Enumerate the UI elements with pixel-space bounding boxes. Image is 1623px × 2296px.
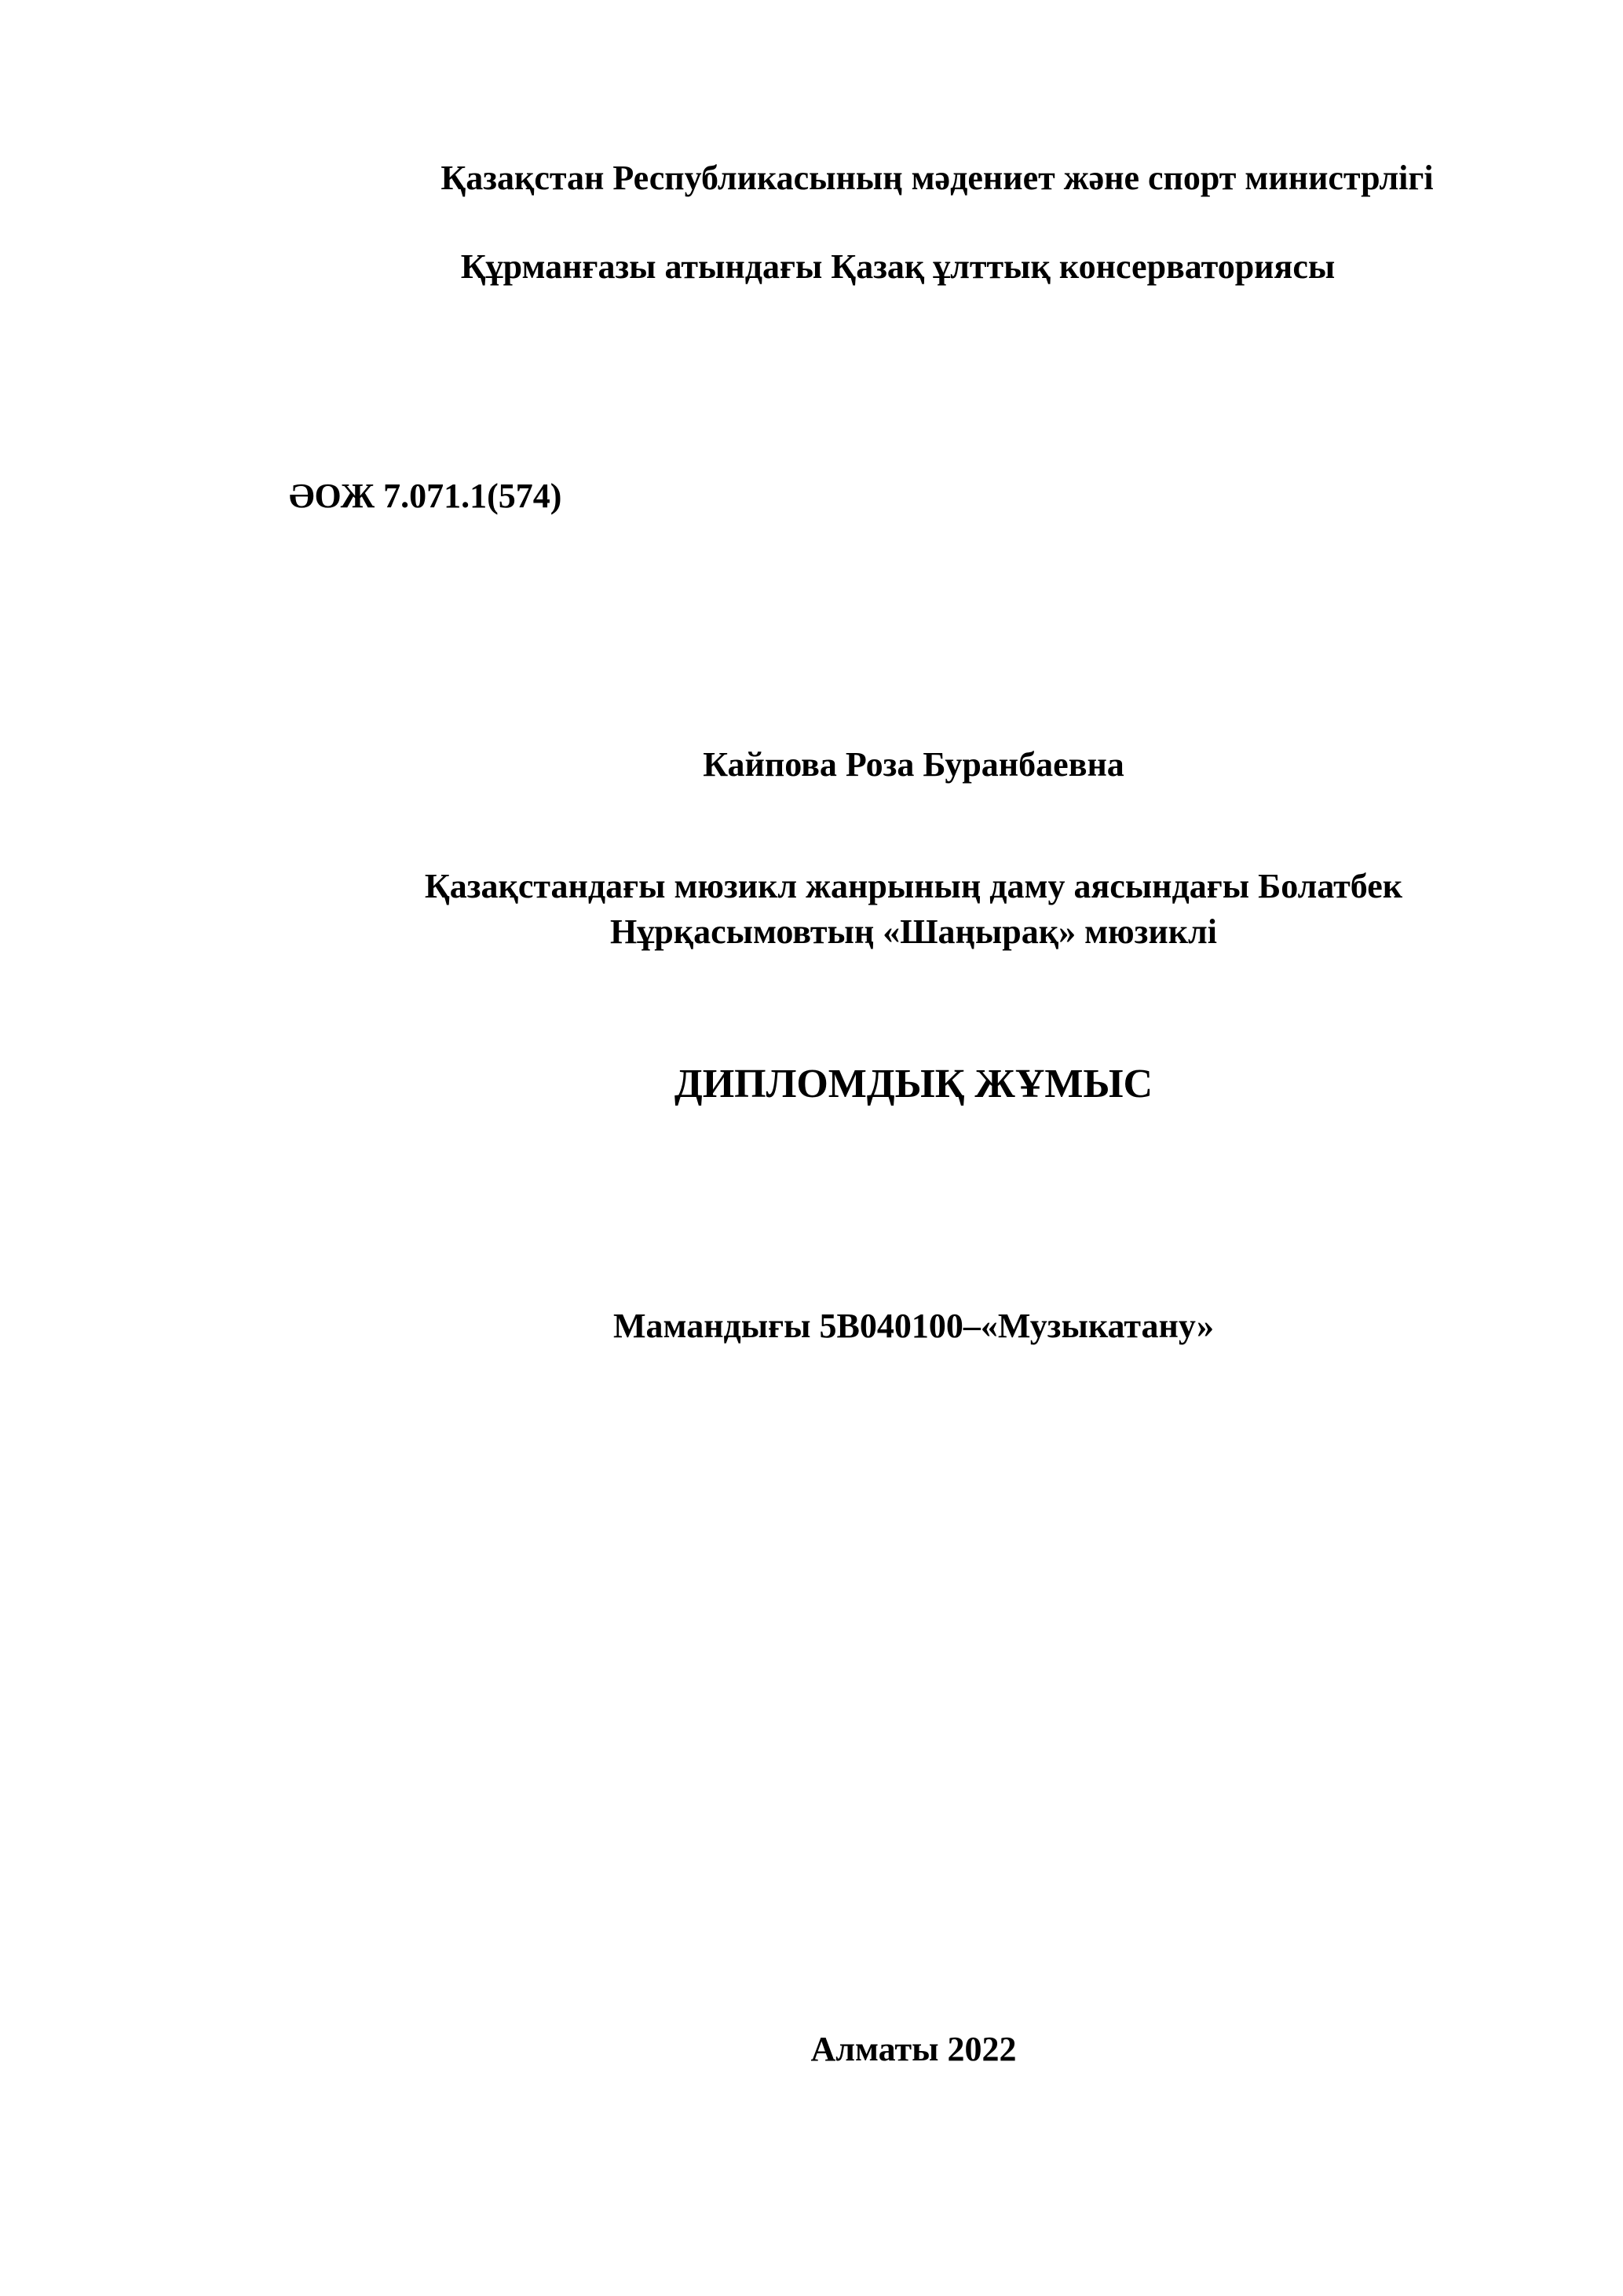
thesis-title [102,864,1623,955]
conservatory-heading: Құрманғазы атындағы Қазақ ұлттық консерваториясы [460,247,1336,286]
city-year: Алматы 2022 [810,2030,1017,2068]
thesis-title-line-1: Қазақстандағы мюзикл жанрының даму аясындағы Болатбек [424,867,1403,905]
author-name: Кайпова Роза Буранбаевна [703,745,1124,784]
work-type-heading: ДИПЛОМДЫҚ ЖҰМЫС [674,1062,1153,1106]
udc-code: ӘОЖ 7.071.1(574) [289,477,562,515]
ministry-heading: Қазақстан Республикасының мәдениет және спорт министрлігі [440,159,1434,197]
thesis-title-line-2: Нұрқасымовтың «Шаңырақ» мюзиклі [610,912,1217,951]
specialty-line: Мамандығы 5В040100–«Музыкатану» [613,1307,1214,1345]
